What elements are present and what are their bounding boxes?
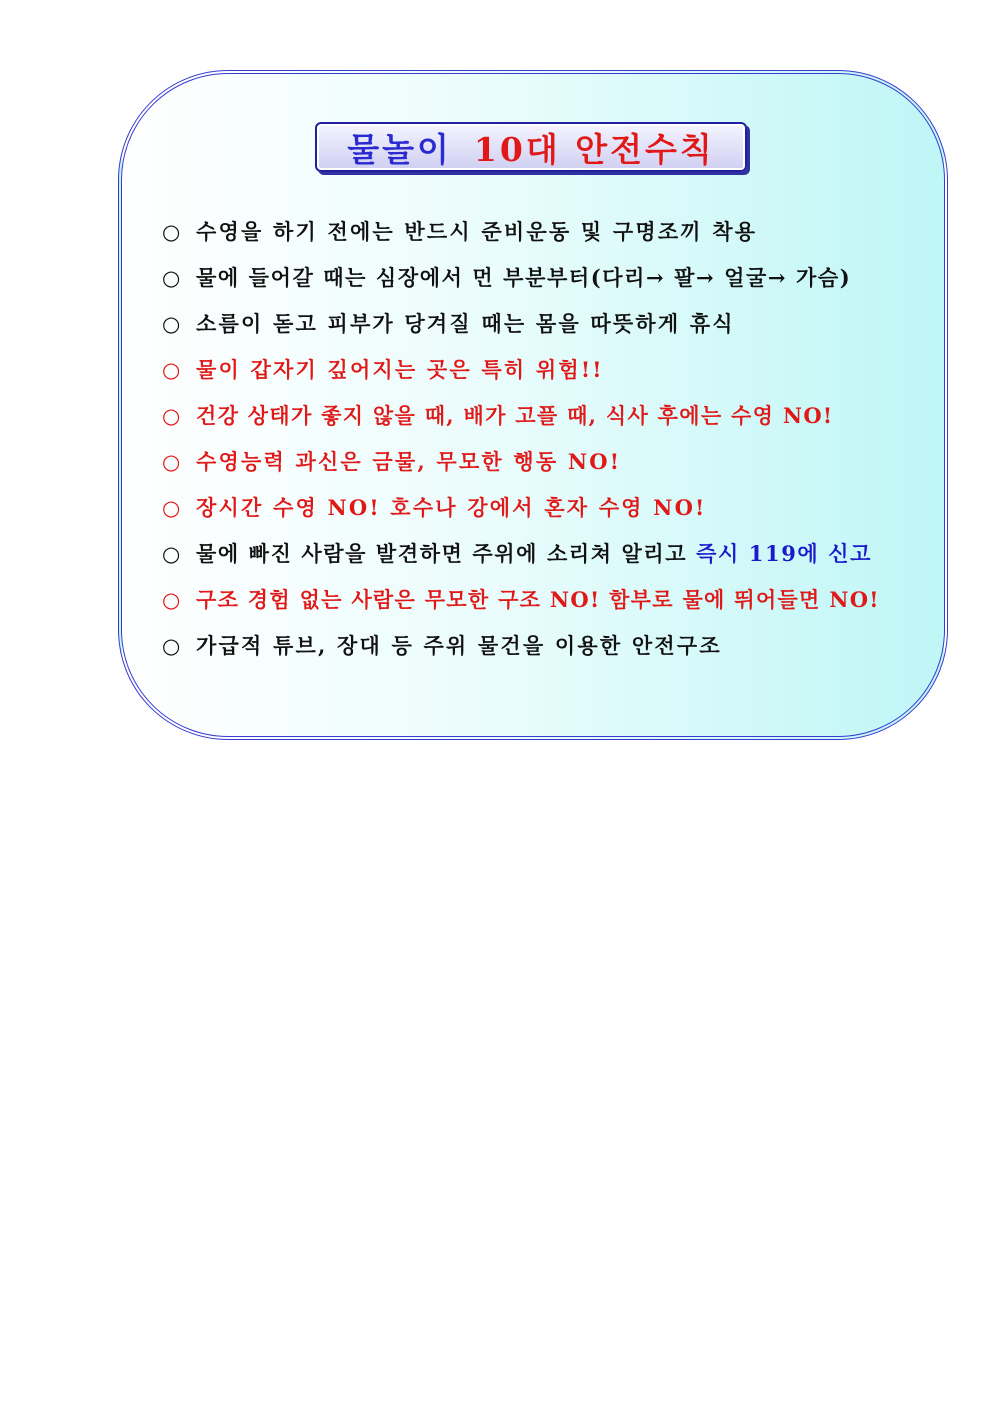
rule-10 [162,623,880,669]
rule-text: 물에 들어갈 때는 심장에서 먼 부분부터(다리→ 팔→ 얼굴→ 가슴) [196,265,852,290]
circle-bullet-icon: ○ [162,311,183,336]
circle-bullet-icon: ○ [162,587,182,612]
rule-text: 물이 갑자기 깊어지는 곳은 특히 위험!! [196,357,604,382]
circle-bullet-icon: ○ [162,403,182,428]
rule-9 [162,577,880,623]
safety-rules-panel [118,70,948,740]
rule-text: 장시간 수영 NO! 호수나 강에서 혼자 수영 NO! [196,495,707,520]
circle-bullet-icon: ○ [162,265,182,290]
rule-8 [162,531,880,577]
circle-bullet-icon: ○ [162,541,182,566]
circle-bullet-icon: ○ [162,357,183,382]
rule-5 [162,393,880,439]
rule-text: 가급적 튜브, 장대 등 주위 물건을 이용한 안전구조 [196,633,722,658]
title-part-2: 10대 안전수칙 [473,129,715,169]
circle-bullet-icon: ○ [162,449,183,474]
rule-1 [162,209,880,255]
rule-highlight: 즉시 119에 신고 [696,541,872,566]
rule-text: 수영을 하기 전에는 반드시 준비운동 및 구명조끼 착용 [196,219,758,244]
rules-list [162,209,880,669]
title-part-1: 물놀이 [347,129,452,169]
circle-bullet-icon: ○ [162,219,183,244]
rule-7 [162,485,880,531]
title-banner [315,122,747,172]
rule-text: 물에 빠진 사람을 발견하면 주위에 소리쳐 알리고 [196,541,688,566]
rule-text: 수영능력 과신은 금물, 무모한 행동 NO! [196,449,622,474]
circle-bullet-icon: ○ [162,633,183,658]
rule-2 [162,255,880,301]
rule-text: 소름이 돋고 피부가 당겨질 때는 몸을 따뜻하게 휴식 [196,311,735,336]
rule-6 [162,439,880,485]
rule-4 [162,347,880,393]
circle-bullet-icon: ○ [162,495,183,520]
rule-text: 구조 경험 없는 사람은 무모한 구조 NO! 함부로 물에 뛰어들면 NO! [196,587,880,612]
rule-text: 건강 상태가 좋지 않을 때, 배가 고플 때, 식사 후에는 수영 NO! [196,403,834,428]
rule-3 [162,301,880,347]
